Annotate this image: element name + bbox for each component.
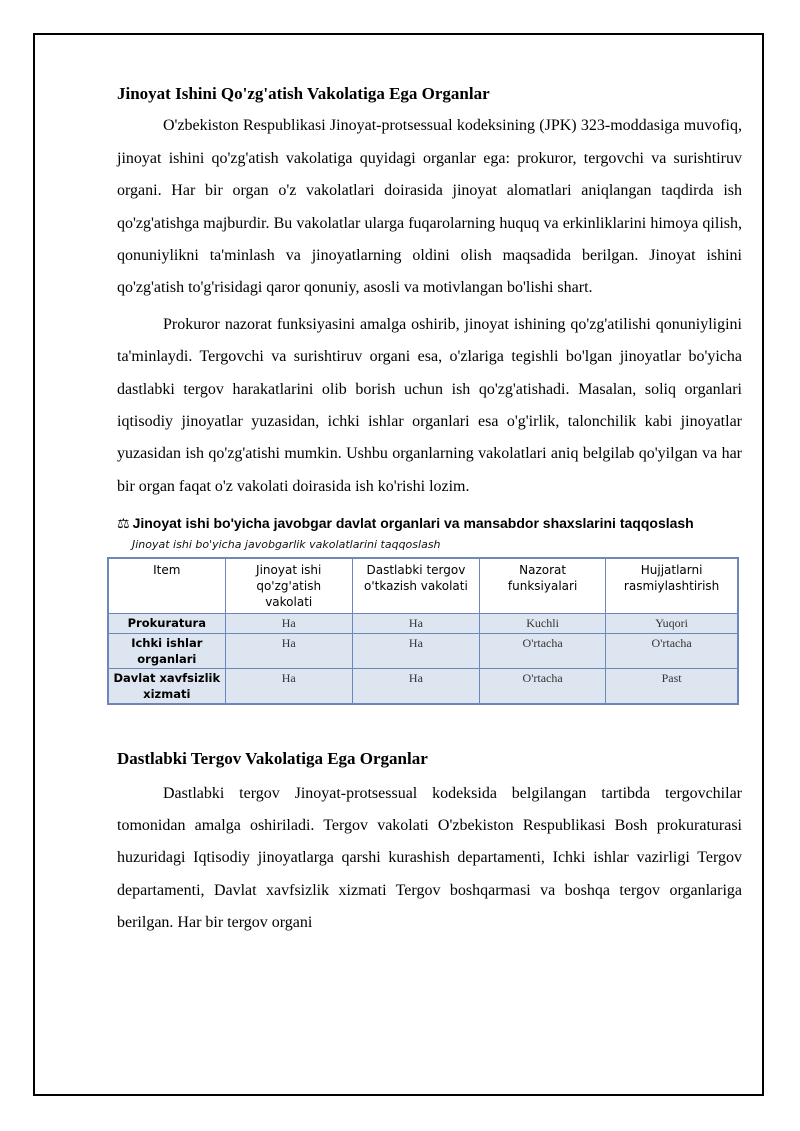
table-row: [108, 669, 738, 705]
row-label: Prokuratura: [108, 614, 225, 634]
section-heading-2: Dastlabki Tergov Vakolatiga Ega Organlar: [117, 749, 428, 769]
column-header: Jinoyat ishi qo'zg'atish vakolati: [225, 558, 352, 614]
table-header-row: [108, 558, 738, 614]
column-header: Hujjatlarni rasmiylashtirish: [606, 558, 738, 614]
table-row: [108, 634, 738, 669]
paragraph-1: O'zbekiston Respublikasi Jinoyat-protsessual kodeksining (JPK) 323-moddasiga muvofiq, jinoyat ishini qo'zg'atish vakolatiga quyidagi organlar ega: prokuror, tergovchi va surishtiruv organi. Har bir organ o'z vakolatlari doirasida jinoyat alomatlari aniqlangan taqdirda ish qo'zg'atishga majburdir. Bu vakolatlar ularga fuqarolarning huquq va erkinliklarini himoya qilish, qonuniylikni ta'minlash va jinoyatlarning oldini olish maqsadida berilgan. Jinoyat ishini qo'zg'atish to'g'risidagi qaror qonuniy, asosli va motivlangan bo'lishi shart.: [117, 117, 742, 297]
scale-icon: ⚖: [117, 515, 130, 532]
table-cell: Yuqori: [606, 614, 738, 634]
row-label: Davlat xavfsizlik xizmati: [108, 669, 225, 705]
table-cell: Ha: [225, 669, 352, 705]
comparison-table: [107, 557, 739, 705]
section-heading-1: Jinoyat Ishini Qo'zg'atish Vakolatiga Ega Organlar: [117, 84, 490, 103]
column-header: Nazorat funksiyalari: [480, 558, 606, 614]
table-cell: Ha: [352, 634, 479, 669]
column-header: Dastlabki tergov o'tkazish vakolati: [352, 558, 479, 614]
table-cell: Kuchli: [480, 614, 606, 634]
row-label: Ichki ishlar organlari: [108, 634, 225, 669]
table-cell: Ha: [352, 614, 479, 634]
document-body: [113, 84, 742, 940]
table-cell: Ha: [225, 614, 352, 634]
paragraph-2: Prokuror nazorat funksiyasini amalga oshirib, jinoyat ishining qo'zg'atilishi qonuniyligini ta'minlaydi. Tergovchi va surishtiruv organi esa, o'zlariga tegishli bo'lgan jinoyatlar bo'yicha dastlabki tergov harakatlarini olib borish uchun ish qo'zg'atishadi. Masalan, soliq organlari iqtisodiy jinoyatlar yuzasidan, ichki ishlar organlari esa o'g'irlik, talonchilik kabi jinoyatlar yuzasidan ish qo'zg'atishi mumkin. Ushbu organlarning vakolatlari aniq belgilab qo'yilgan va har bir organ faqat o'z vakolati doirasida ish ko'rishi lozim.: [117, 315, 742, 495]
table-caption: [117, 515, 742, 532]
table-cell: Ha: [352, 669, 479, 705]
table-cell: O'rtacha: [480, 669, 606, 705]
table-row: [108, 614, 738, 634]
table-cell: Past: [606, 669, 738, 705]
table-cell: O'rtacha: [606, 634, 738, 669]
table-caption-text: Jinoyat ishi bo'yicha javobgar davlat organlari va mansabdor shaxslarini taqqoslash: [132, 515, 694, 532]
table-cell: Ha: [225, 634, 352, 669]
table-subcaption: Jinoyat ishi bo'yicha javobgarlik vakolatlarini taqqoslash: [132, 538, 441, 552]
table-cell: O'rtacha: [480, 634, 606, 669]
paragraph-3: Dastlabki tergov Jinoyat-protsessual kodeksida belgilangan tartibda tergovchilar tomonidan amalga oshiriladi. Tergov vakolati O'zbekiston Respublikasi Bosh prokuraturasi huzuridagi Iqtisodiy jinoyatlarga qarshi kurashish departamenti, Ichki ishlar vazirligi Tergov departamenti, Davlat xavfsizlik xizmati Tergov boshqarmasi va boshqa tergov organlariga berilgan. Har bir tergov organi: [117, 784, 742, 932]
column-header: Item: [108, 558, 225, 614]
